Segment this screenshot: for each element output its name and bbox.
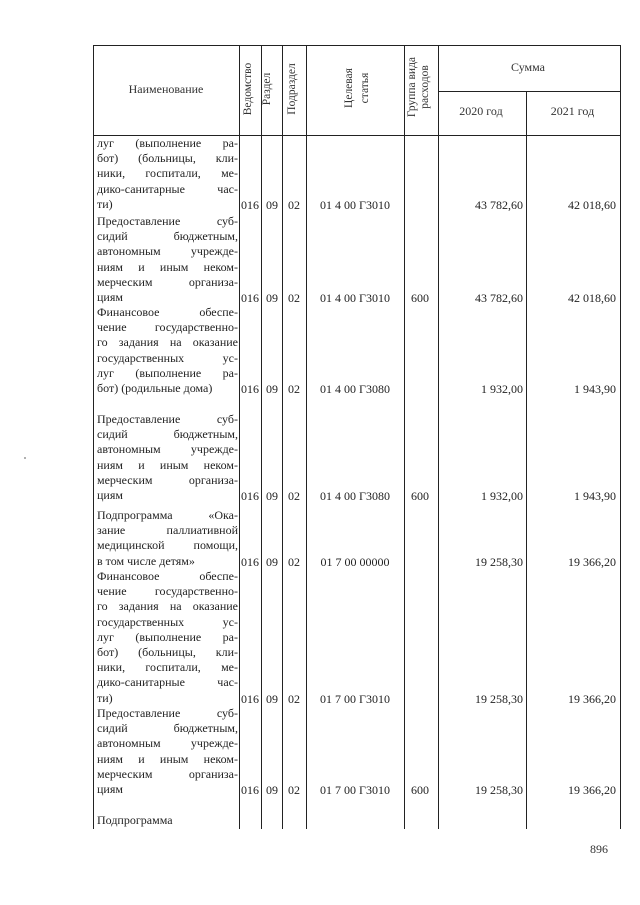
row-name-line: дико-санитарные час- bbox=[97, 181, 238, 196]
row-name-line: медицинской помощи, bbox=[97, 538, 238, 553]
row-name-line: ники, госпитали, ме- bbox=[97, 166, 238, 181]
row-target-article: 01 4 00 Г3080 bbox=[320, 382, 390, 396]
row-sum-2021: 42 018,60 bbox=[568, 197, 616, 212]
header-vedomstvo: Ведомство bbox=[242, 62, 254, 116]
row-podrazdel: 02 bbox=[288, 691, 300, 706]
row-razdel: 09 bbox=[266, 489, 278, 503]
header-target-line1: Целевая bbox=[343, 68, 355, 108]
row-expense-group: 600 bbox=[411, 489, 429, 503]
row-name-line: мерческим организа- bbox=[97, 274, 238, 289]
row-name-line: циям bbox=[97, 487, 123, 502]
row-podrazdel: 02 bbox=[288, 382, 300, 396]
row-name-line: автономным учрежде- bbox=[97, 736, 238, 751]
row-vedomstvo: 016 bbox=[241, 291, 259, 305]
row-sum-2020: 19 258,30 bbox=[475, 691, 523, 706]
row-name-line: сидий бюджетным, bbox=[97, 427, 238, 442]
row-name-line: чение государственно- bbox=[97, 584, 238, 599]
row-razdel: 09 bbox=[266, 783, 278, 797]
row-target-article: 01 4 00 Г3080 bbox=[320, 489, 390, 503]
row-name-line: Финансовое обеспе- bbox=[97, 305, 238, 319]
row-sum-2021: 42 018,60 bbox=[568, 291, 616, 305]
row-name bbox=[97, 813, 238, 828]
row-name-line: Предоставление суб- bbox=[97, 214, 238, 228]
row-name-line: автономным учрежде- bbox=[97, 442, 238, 457]
row-name-line: Финансовое обеспе- bbox=[97, 569, 238, 583]
row-name-line: ниям и иным неком- bbox=[97, 457, 238, 472]
row-name bbox=[97, 508, 238, 569]
row-sum-2021: 1 943,90 bbox=[574, 489, 616, 503]
row-name-line: сидий бюджетным, bbox=[97, 229, 238, 244]
row-name-line: ти) bbox=[97, 690, 113, 705]
row-vedomstvo: 016 bbox=[241, 691, 259, 706]
row-target-article: 01 7 00 Г3010 bbox=[320, 783, 390, 797]
header-target bbox=[306, 46, 404, 134]
row-sum-2020: 43 782,60 bbox=[475, 197, 523, 212]
row-sum-2021: 1 943,90 bbox=[574, 382, 616, 396]
row-sum-2020: 1 932,00 bbox=[481, 489, 523, 503]
row-sum-2021: 19 366,20 bbox=[568, 691, 616, 706]
row-name-line: ниям и иным неком- bbox=[97, 751, 238, 766]
row-name-line: Предоставление суб- bbox=[97, 706, 238, 720]
row-razdel: 09 bbox=[266, 197, 278, 212]
row-podrazdel: 02 bbox=[288, 489, 300, 503]
header-razdel: Раздел bbox=[261, 72, 273, 106]
row-name-line: ниям и иным неком- bbox=[97, 259, 238, 274]
row-sum-2021: 19 366,20 bbox=[568, 783, 616, 797]
row-razdel: 09 bbox=[266, 554, 278, 569]
row-name-line: государственных ус- bbox=[97, 350, 238, 365]
row-name-line: чение государственно- bbox=[97, 320, 238, 335]
row-name bbox=[97, 412, 238, 503]
row-name-line: государственных ус- bbox=[97, 614, 238, 629]
row-vedomstvo: 016 bbox=[241, 197, 259, 212]
row-name-line: луг (выполнение ра- bbox=[97, 365, 238, 380]
row-name-line: Подпрограмма «Ока- bbox=[97, 508, 238, 522]
row-name-line: ники, госпитали, ме- bbox=[97, 660, 238, 675]
header-target-line2: статья bbox=[359, 72, 371, 104]
row-name-line: автономным учрежде- bbox=[97, 244, 238, 259]
scan-speck bbox=[24, 457, 26, 459]
row-razdel: 09 bbox=[266, 382, 278, 396]
row-vedomstvo: 016 bbox=[241, 382, 259, 396]
header-sum: Сумма bbox=[511, 60, 545, 75]
row-name-line: Подпрограмма bbox=[97, 813, 173, 827]
row-sum-2020: 1 932,00 bbox=[481, 382, 523, 396]
row-name-line: дико-санитарные час- bbox=[97, 675, 238, 690]
row-expense-group: 600 bbox=[411, 783, 429, 797]
row-name-line: циям bbox=[97, 781, 123, 796]
row-name-line: бот) (больницы, кли- bbox=[97, 151, 238, 166]
row-name-line: мерческим организа- bbox=[97, 766, 238, 781]
row-name-line: зание паллиативной bbox=[97, 523, 238, 538]
row-razdel: 09 bbox=[266, 691, 278, 706]
row-name-line: бот) (больницы, кли- bbox=[97, 644, 238, 659]
header-group-line1: Группа вида bbox=[406, 56, 418, 118]
row-name-line: луг (выполнение ра- bbox=[97, 629, 238, 644]
row-vedomstvo: 016 bbox=[241, 554, 259, 569]
page-number: 896 bbox=[590, 842, 608, 856]
header-group-line2: расходов bbox=[419, 65, 431, 109]
row-vedomstvo: 016 bbox=[241, 489, 259, 503]
row-name-line: луг (выполнение ра- bbox=[97, 136, 238, 150]
header-year-2021: 2021 год bbox=[550, 104, 595, 119]
row-vedomstvo: 016 bbox=[241, 783, 259, 797]
header-podrazdel: Подраздел bbox=[286, 63, 298, 115]
row-sum-2021: 19 366,20 bbox=[568, 554, 616, 569]
row-name bbox=[97, 214, 238, 305]
row-name-line: циям bbox=[97, 289, 123, 304]
row-name bbox=[97, 706, 238, 797]
row-sum-2020: 43 782,60 bbox=[475, 291, 523, 305]
row-name-line: го задания на оказание bbox=[97, 335, 238, 350]
row-target-article: 01 7 00 Г3010 bbox=[320, 691, 390, 706]
row-podrazdel: 02 bbox=[288, 197, 300, 212]
row-podrazdel: 02 bbox=[288, 554, 300, 569]
row-razdel: 09 bbox=[266, 291, 278, 305]
row-target-article: 01 7 00 00000 bbox=[320, 554, 390, 569]
header-year-2020: 2020 год bbox=[459, 104, 503, 119]
row-name bbox=[97, 569, 238, 706]
row-name bbox=[97, 136, 238, 212]
row-sum-2020: 19 258,30 bbox=[475, 554, 523, 569]
row-sum-2020: 19 258,30 bbox=[475, 783, 523, 797]
row-target-article: 01 4 00 Г3010 bbox=[320, 291, 390, 305]
row-name-line: сидий бюджетным, bbox=[97, 721, 238, 736]
row-name bbox=[97, 305, 238, 396]
row-name-line: в том числе детям» bbox=[97, 553, 195, 568]
row-target-article: 01 4 00 Г3010 bbox=[320, 197, 390, 212]
row-name-line: Предоставление суб- bbox=[97, 412, 238, 426]
row-name-line: го задания на оказание bbox=[97, 599, 238, 614]
row-name-line: ти) bbox=[97, 196, 113, 211]
row-podrazdel: 02 bbox=[288, 291, 300, 305]
header-name: Наименование bbox=[128, 82, 204, 97]
row-name-line: бот) (родильные дома) bbox=[97, 380, 213, 395]
row-name-line: мерческим организа- bbox=[97, 472, 238, 487]
row-expense-group: 600 bbox=[411, 291, 429, 305]
row-podrazdel: 02 bbox=[288, 783, 300, 797]
